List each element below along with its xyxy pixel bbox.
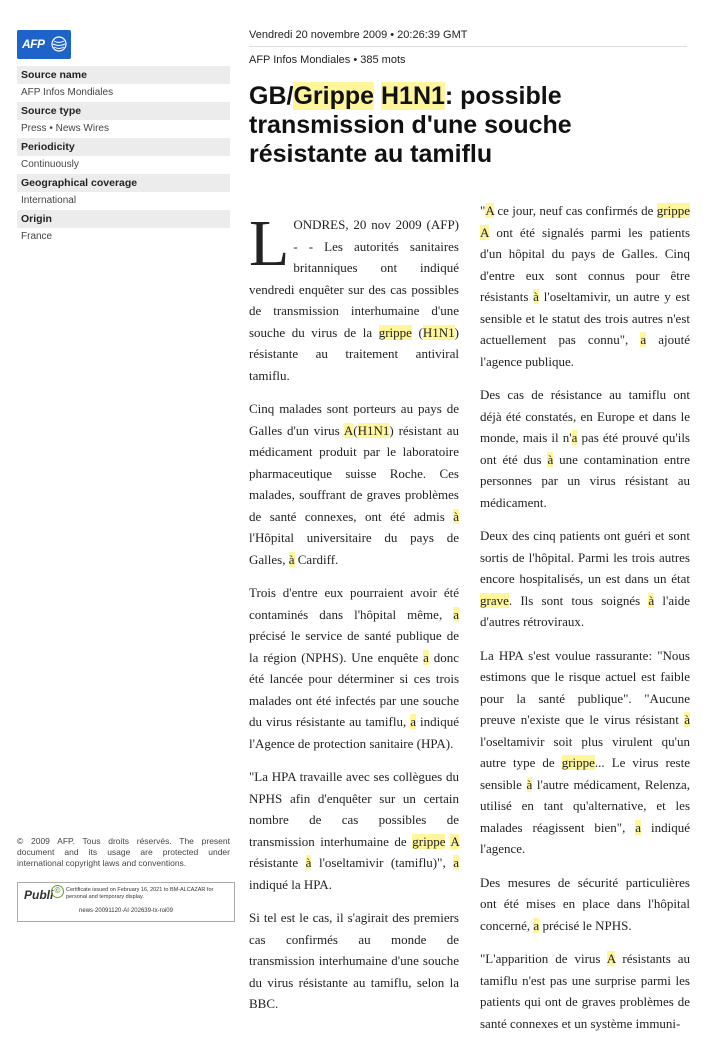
search-highlight: grippe [412,833,446,849]
article-column-2 [480,200,690,1046]
paragraph: Si tel est le cas, il s'agirait des premiers cas confirmés au monde de transmission interhumaine d'une souche du virus résistante au tamiflu, selon la BBC. [249,910,459,1011]
meta-value: International [21,195,77,206]
meta-label: Source type [17,102,230,120]
afp-logo-text: AFP [22,37,45,51]
meta-value: France [21,231,53,242]
search-highlight: a [635,819,642,835]
paragraph: Deux des cinq patients ont guéri et sont sortis de l'hôpital. Parmi les trois autres encore hospitalisés, un est dans un état grave. Ils sont tous soignés à l'aide d'autres rétroviraux. [480,528,690,629]
paragraph: Cinq malades sont porteurs au pays de Galles d'un virus A(H1N1) résistant au médicament produit par le laboratoire pharmaceutique suisse Roche. Ces malades, souffrant de graves problèmes de santé connexes, ont été admis à l'Hôpital universitaire du pays de Galles, à Cardiff. [249,401,459,567]
paragraph: La HPA s'est voulue rassurante: "Nous estimons que le risque actuel est faible pour la santé publique". "Aucune preuve n'existe que le virus résistant à l'oseltamivir soit plus virulent qu'un autre type de grippe... Le virus reste sensible à l'autre médicament, Relenza, utilisé en tant qu'alternative, et les malades réagissent bien", a indiqué l'agence. [480,647,690,856]
search-highlight: grippe [656,203,690,218]
search-highlight: A [450,833,459,849]
search-highlight: à [547,451,554,467]
search-highlight: H1N1 [380,82,445,110]
copyright-notice: © 2009 AFP. Tous droits réservés. The present document and its usage are protected under international copyright laws and conventions. [17,836,230,868]
search-highlight: grippe [561,755,595,770]
search-highlight: à [526,776,533,792]
search-highlight: A [485,203,494,218]
publi-logo: Publi [24,888,54,902]
paragraph: "L'apparition de virus A résistants au tamiflu n'est pas une surprise parmi les patients qui ont de graves problèmes de santé connexes et un système immuni- [480,951,690,1031]
search-highlight: à [533,289,539,304]
sidebar [17,30,230,930]
search-highlight: a [453,855,460,870]
paragraph: Trois d'entre eux pourraient avoir été contaminés dans l'hôpital même, a précisé le service de santé publique de la région (NPHS). Une enquête a donc été lancée pour déterminer si ces trois malades ont été infectés par une souche du virus résistante au tamiflu, a indiqué l'Agence de protection sanitaire (HPA). [249,585,459,751]
meta-label: Source name [17,66,230,84]
article-headline: GB/Grippe H1N1: possible transmission d'une souche résistante au tamiflu [249,82,572,168]
afp-logo[interactable] [17,30,71,59]
paragraph: "A ce jour, neuf cas confirmés de grippe A ont été signalés parmi les patients d'un hôpital du pays de Galles. Cinq d'entre eux sont connus pour être résistants à l'oseltamivir, un autre y est sensible et le statut des trois autres n'est actuellement pas connu", a ajouté l'agence publique. [480,203,690,369]
search-highlight: a [640,332,647,347]
article-datetime: Vendredi 20 novembre 2009 • 20:26:39 GMT [249,29,468,41]
search-highlight: à [684,712,690,727]
search-highlight: A [606,951,616,966]
search-highlight: grippe [378,324,412,340]
search-highlight: H1N1 [357,422,390,438]
search-highlight: A [343,422,354,438]
search-highlight: à [648,592,655,608]
search-highlight: a [571,430,578,445]
search-highlight: a [423,649,429,665]
globe-icon [51,36,67,52]
certificate-box [17,882,235,922]
paragraph: Des cas de résistance au tamiflu ont déjà été constatés, en Europe et dans le monde, mais il n'a pas été prouvé qu'ils ont été dus à une contamination entre personnes par un virus résistant au médicament. [480,387,691,510]
meta-label: Periodicity [17,138,230,156]
meta-value: Continuously [21,159,79,170]
copyright-c-icon: © [51,885,64,898]
search-highlight: a [410,714,416,729]
search-highlight: à [453,508,459,524]
divider [249,46,687,47]
meta-value: AFP Infos Mondiales [21,87,114,98]
meta-label: Origin [17,210,230,228]
certificate-id: news·20091120·AI·202639-tx-roi09 [79,908,173,914]
search-highlight: a [533,917,540,933]
meta-value: Press • News Wires [21,123,109,134]
meta-label: Geographical coverage [17,174,230,192]
source-metadata [17,66,230,246]
search-highlight: à [305,855,312,870]
article-column-1 [249,207,460,1027]
paragraph: Des mesures de sécurité particulières ont été mises en place dans l'hôpital concerné, a précisé le NPHS. [480,874,690,933]
search-highlight: a [453,606,459,622]
certificate-text: Certificate issued on February 16, 2021 to BM-ALCAZAR for personal and temporary display. [66,887,214,900]
search-highlight: A [480,224,490,240]
search-highlight: Grippe [293,82,375,110]
drop-cap: L [249,207,290,280]
paragraph: "La HPA travaille avec ses collègues du NPHS afin d'enquêter sur un certain nombre de cas possibles de transmission interhumaine de grippe A résistante à l'oseltamivir (tamiflu)", a indiqué la HPA. [249,769,460,892]
search-highlight: H1N1 [422,324,455,340]
search-highlight: grave [480,592,509,608]
article-source-line: AFP Infos Mondiales • 385 mots [249,54,406,66]
paragraph: LONDRES, 20 nov 2009 (AFP) - - Les autorités sanitaires britanniques ont indiqué vendredi enquêter sur des cas possibles de transmission interhumaine d'une souche du virus de la grippe (H1N1) résistante au traitement antiviral tamiflu. [249,207,459,383]
search-highlight: à [288,551,295,567]
